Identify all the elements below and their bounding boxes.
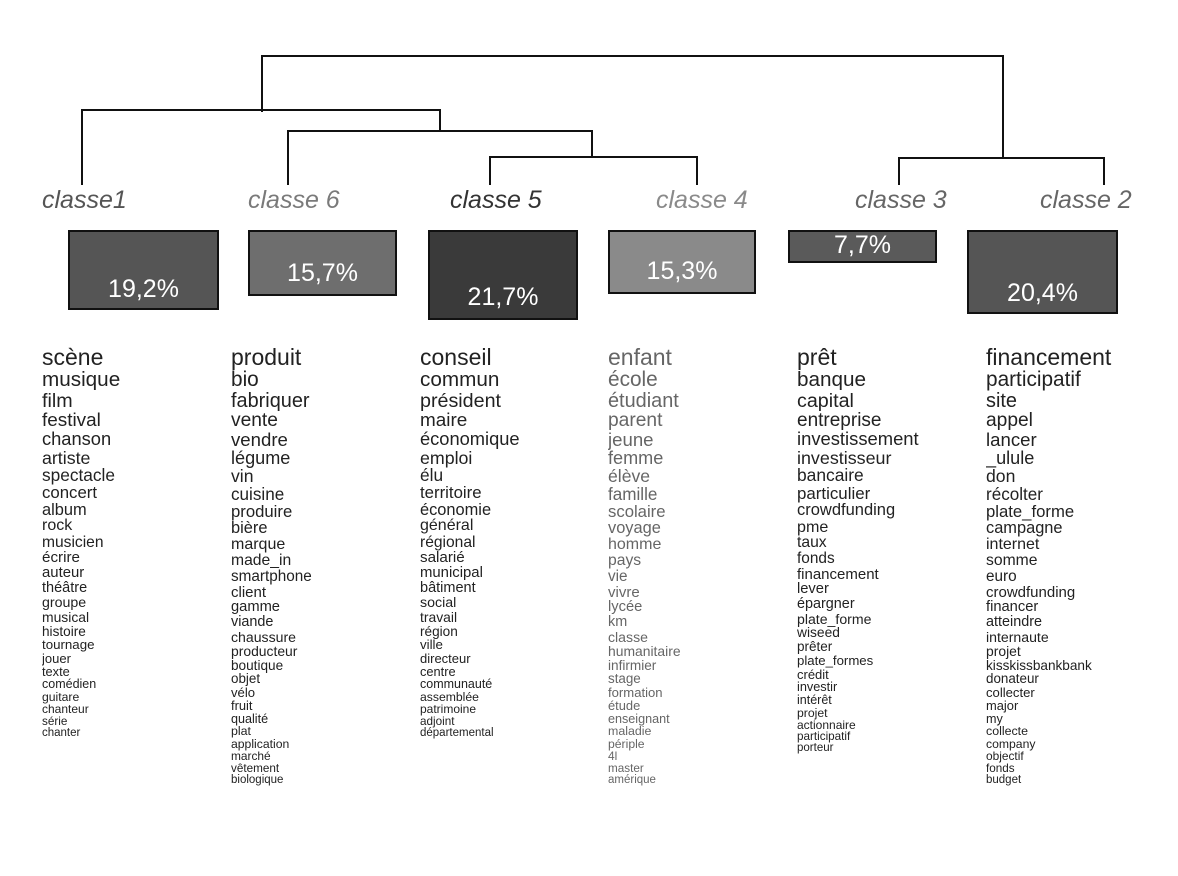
word-item: atteindre — [986, 614, 1043, 631]
word-item: social — [420, 594, 457, 611]
word-item: fonds — [986, 761, 1015, 775]
word-item: rock — [42, 517, 73, 535]
word-item: entreprise — [797, 409, 882, 431]
word-item: auteur — [42, 564, 85, 581]
word-item: capital — [797, 389, 854, 412]
word-item: assemblée — [420, 690, 479, 705]
word-item: gamme — [231, 599, 280, 616]
word-item: album — [42, 500, 87, 519]
word-item: homme — [608, 536, 662, 554]
word-item: étudiant — [608, 389, 679, 412]
word-item: financer — [986, 599, 1039, 616]
word-item: fonds — [797, 550, 835, 568]
class-share-value-1: 19,2% — [108, 275, 179, 303]
word-item: taux — [797, 534, 827, 552]
word-item: appel — [986, 409, 1033, 431]
word-item: festival — [42, 409, 101, 431]
class-share-box-4 — [608, 230, 756, 294]
word-item: prêter — [797, 639, 833, 655]
word-item: lancer — [986, 428, 1037, 450]
word-item: investissement — [797, 428, 919, 450]
word-item: master — [608, 761, 644, 775]
word-item: enfant — [608, 346, 672, 370]
dendrogram-link-root — [262, 56, 1003, 112]
word-item: général — [420, 517, 474, 535]
class-share-value-2: 20,4% — [1007, 279, 1078, 307]
word-item: récolter — [986, 484, 1043, 504]
word-item: particulier — [797, 483, 871, 503]
class-label-2: classe 2 — [1040, 186, 1132, 214]
word-item: participatif — [797, 730, 851, 744]
word-item: territoire — [420, 483, 482, 503]
word-item: infirmier — [608, 657, 657, 673]
word-item: viande — [231, 614, 274, 631]
word-item: classe — [608, 628, 648, 645]
word-item: humanitaire — [608, 643, 681, 660]
word-item: don — [986, 465, 1016, 486]
word-item: participatif — [986, 368, 1081, 392]
class-label-4: classe 4 — [656, 186, 748, 214]
class-label-5: classe 5 — [450, 186, 542, 214]
word-item: artiste — [42, 447, 91, 468]
word-item: somme — [986, 552, 1038, 570]
word-item: marché — [231, 749, 271, 764]
word-item: plat — [231, 724, 251, 739]
word-item: régional — [420, 533, 476, 551]
word-item: municipal — [420, 564, 483, 581]
word-item: collecter — [986, 685, 1035, 701]
word-item: major — [986, 698, 1019, 714]
word-item: périple — [608, 737, 645, 752]
word-item: guitare — [42, 690, 80, 705]
word-item: vélo — [231, 685, 256, 701]
word-item: musique — [42, 368, 121, 392]
word-item: patrimoine — [420, 702, 477, 717]
word-item: porteur — [797, 742, 834, 755]
word-list-6 — [231, 346, 411, 858]
word-item: amérique — [608, 773, 656, 786]
word-item: bio — [231, 368, 259, 392]
word-item: lycée — [608, 599, 643, 616]
word-item: biologique — [231, 773, 284, 786]
word-item: scolaire — [608, 502, 666, 522]
word-item: spectacle — [42, 464, 116, 485]
word-item: communauté — [420, 677, 493, 692]
word-item: vie — [608, 568, 628, 586]
word-item: épargner — [797, 596, 855, 613]
word-item: client — [231, 583, 267, 601]
word-item: théâtre — [42, 580, 88, 597]
class-label-3: classe 3 — [855, 186, 947, 214]
word-item: tournage — [42, 637, 95, 653]
word-item: directeur — [420, 651, 471, 666]
word-item: objet — [231, 671, 261, 687]
word-item: made_in — [231, 552, 292, 570]
dendrogram-link-3-2 — [899, 158, 1104, 185]
word-item: site — [986, 389, 1017, 412]
word-item: scène — [42, 346, 104, 370]
word-item: vin — [231, 465, 254, 486]
word-item: euro — [986, 568, 1017, 586]
class-share-value-6: 15,7% — [287, 259, 358, 287]
word-item: investir — [797, 679, 838, 694]
word-item: boutique — [231, 657, 284, 673]
class-share-box-5 — [428, 230, 578, 320]
word-item: maire — [420, 409, 468, 431]
word-item: lever — [797, 581, 829, 598]
word-item: famille — [608, 484, 658, 504]
word-list-4 — [608, 346, 788, 858]
word-item: internaute — [986, 628, 1049, 645]
word-item: application — [231, 737, 290, 752]
word-item: donateur — [986, 671, 1039, 687]
word-item: fabriquer — [231, 389, 310, 412]
word-item: parent — [608, 409, 663, 431]
word-item: élève — [608, 465, 651, 486]
word-item: film — [42, 389, 73, 412]
word-item: produire — [231, 502, 293, 522]
word-item: écrire — [42, 549, 80, 567]
word-item: jeune — [608, 428, 654, 450]
dendrogram-link-5-4 — [490, 157, 697, 185]
class-label-6: classe 6 — [248, 186, 340, 214]
word-item: objectif — [986, 749, 1024, 764]
word-item: my — [986, 711, 1003, 726]
word-item: histoire — [42, 623, 86, 639]
word-item: pays — [608, 552, 642, 570]
word-item: plate_forme — [986, 502, 1075, 522]
word-item: wiseed — [797, 625, 840, 641]
word-item: groupe — [42, 594, 87, 611]
word-item: maladie — [608, 724, 652, 739]
word-item: vêtement — [231, 761, 280, 775]
word-item: région — [420, 623, 458, 639]
word-item: économie — [420, 500, 492, 519]
word-item: cuisine — [231, 484, 285, 504]
class-share-box-6 — [248, 230, 397, 296]
word-item: conseil — [420, 346, 492, 370]
word-item: adjoint — [420, 714, 455, 728]
word-item: chaussure — [231, 628, 297, 645]
word-list-5 — [420, 346, 600, 858]
word-item: projet — [797, 705, 828, 720]
class-share-box-1 — [68, 230, 219, 310]
word-item: musicien — [42, 533, 104, 551]
word-item: financement — [986, 346, 1112, 370]
word-item: étude — [608, 698, 641, 714]
word-item: emploi — [420, 447, 473, 468]
dendrogram — [0, 0, 1178, 190]
word-item: formation — [608, 685, 663, 701]
word-item: président — [420, 389, 501, 412]
word-item: crowdfunding — [797, 501, 896, 520]
word-list-1 — [42, 346, 222, 858]
word-item: travail — [420, 609, 458, 626]
word-item: salarié — [420, 549, 465, 567]
word-item: centre — [420, 664, 456, 680]
dendrogram-link-left — [82, 110, 440, 185]
word-item: banque — [797, 368, 867, 392]
word-item: femme — [608, 448, 664, 469]
word-item: projet — [986, 643, 1021, 660]
class-share-value-5: 21,7% — [467, 283, 539, 311]
class-share-box-3 — [788, 230, 937, 263]
word-item: série — [42, 714, 68, 728]
word-item: légume — [231, 448, 291, 469]
word-list-3 — [797, 346, 977, 858]
word-item: kisskissbankbank — [986, 657, 1092, 673]
word-item: comédien — [42, 677, 97, 692]
word-item: company — [986, 737, 1036, 752]
word-item: km — [608, 614, 628, 631]
word-item: 4l — [608, 749, 618, 764]
word-item: vivre — [608, 583, 640, 601]
word-item: enseignant — [608, 711, 670, 726]
class-share-value-3: 7,7% — [834, 231, 891, 259]
word-item: texte — [42, 664, 70, 680]
word-item: pme — [797, 517, 829, 536]
word-item: plate_formes — [797, 653, 874, 669]
word-item: marque — [231, 536, 286, 554]
word-item: crédit — [797, 666, 829, 682]
word-item: investisseur — [797, 447, 892, 468]
word-item: qualité — [231, 711, 269, 726]
word-item: départemental — [420, 726, 494, 739]
word-item: économique — [420, 427, 520, 449]
word-item: bâtiment — [420, 580, 476, 597]
word-item: budget — [986, 773, 1022, 786]
word-item: financement — [797, 565, 879, 583]
word-item: intérêt — [797, 692, 832, 707]
word-item: chanteur — [42, 702, 89, 717]
word-item: commun — [420, 368, 500, 392]
word-item: stage — [608, 671, 641, 687]
class-share-box-2 — [967, 230, 1118, 314]
word-item: plate_forme — [797, 610, 872, 627]
word-item: produit — [231, 346, 302, 370]
word-item: prêt — [797, 346, 837, 370]
word-item: fruit — [231, 698, 253, 714]
word-item: collecte — [986, 724, 1029, 739]
word-item: ville — [420, 637, 443, 653]
word-list-2 — [986, 346, 1166, 858]
word-item: bancaire — [797, 465, 864, 486]
word-item: bière — [231, 519, 268, 538]
word-item: voyage — [608, 519, 661, 538]
word-item: actionnaire — [797, 718, 856, 732]
word-item: internet — [986, 536, 1040, 554]
class-share-value-4: 15,3% — [646, 257, 718, 285]
word-item: crowdfunding — [986, 583, 1076, 601]
word-item: élu — [420, 464, 444, 485]
word-item: musical — [42, 609, 90, 626]
word-item: producteur — [231, 643, 298, 660]
word-item: campagne — [986, 519, 1063, 538]
word-item: chanter — [42, 726, 81, 739]
word-item: vendre — [231, 428, 288, 450]
word-item: jouer — [42, 651, 71, 666]
word-item: vente — [231, 409, 278, 431]
word-item: _ulule — [986, 448, 1035, 469]
word-item: concert — [42, 483, 98, 503]
word-item: chanson — [42, 427, 112, 449]
word-item: smartphone — [231, 568, 312, 586]
word-item: école — [608, 368, 658, 392]
class-label-1: classe1 — [42, 186, 127, 214]
